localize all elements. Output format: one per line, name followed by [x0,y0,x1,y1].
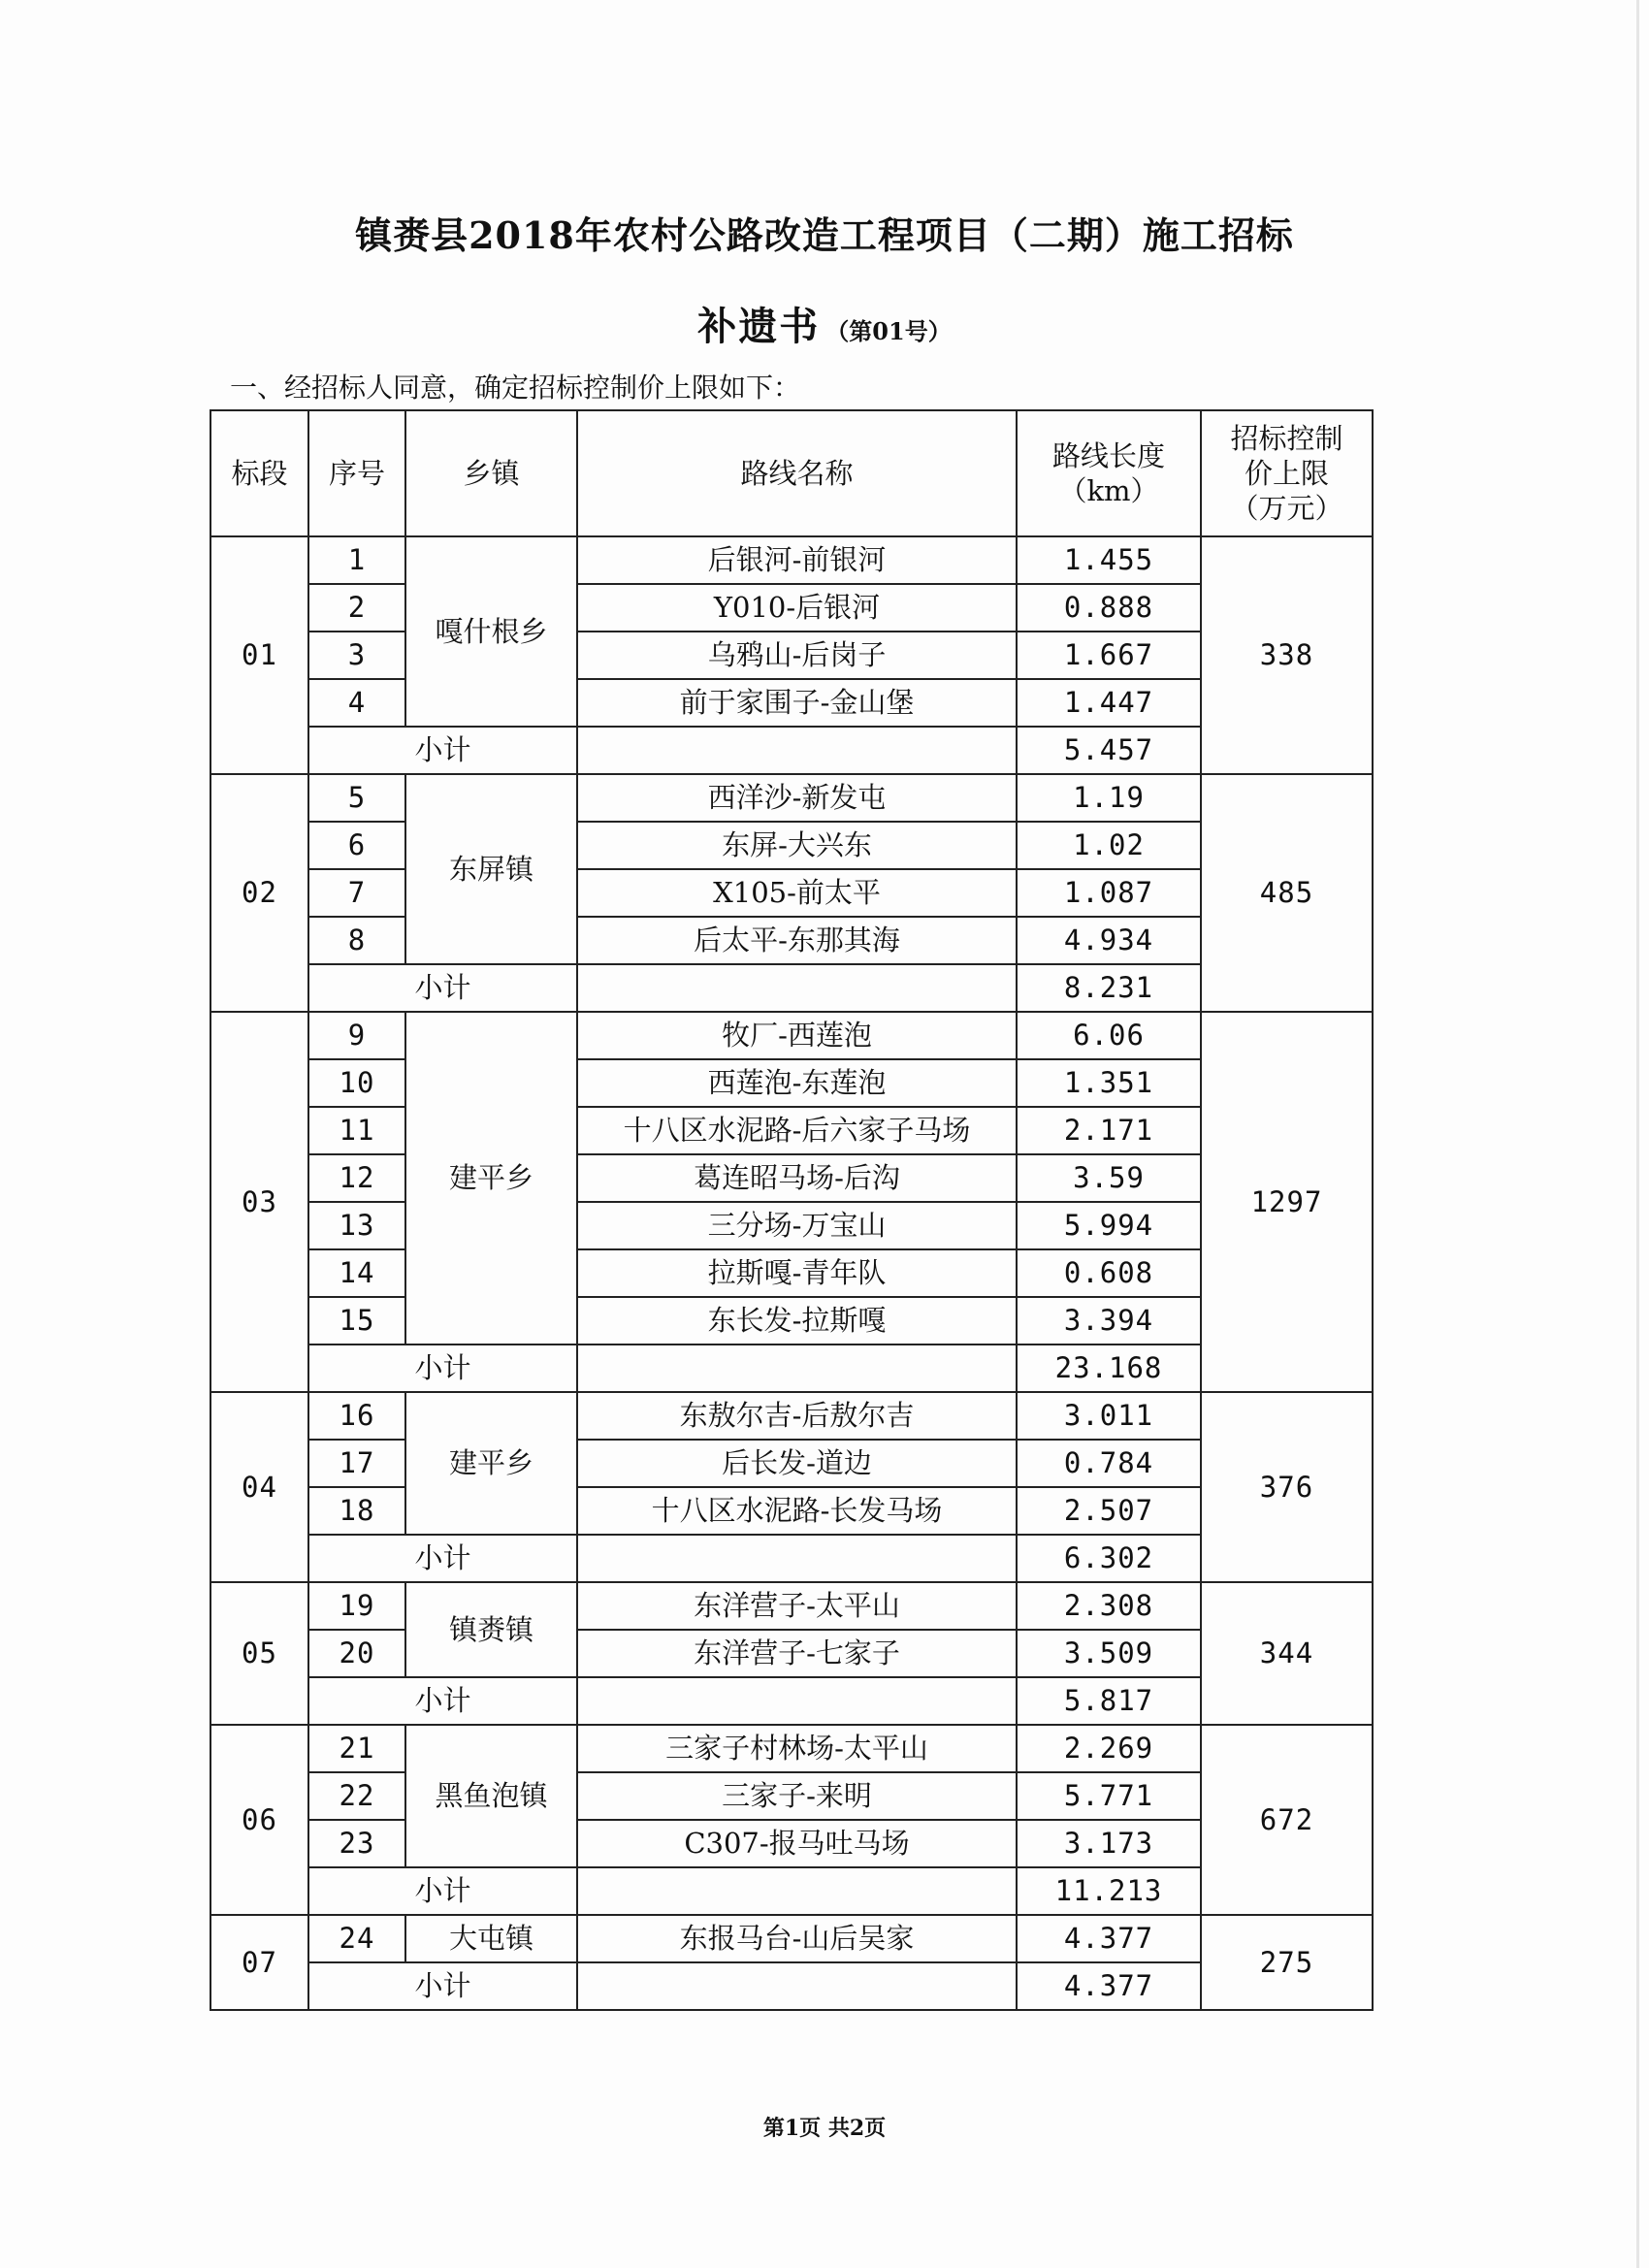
seq-cell: 19 [308,1582,405,1630]
table-row [210,1725,1373,1772]
route-cell: 东长发-拉斯嘎 [577,1297,1017,1345]
table-row [210,774,1373,822]
subtotal-length-cell: 5.457 [1017,727,1201,774]
subtotal-label-cell: 小计 [308,1535,577,1582]
seq-cell: 1 [308,536,405,584]
header-section: 标段 [210,410,308,536]
length-cell: 4.377 [1017,1915,1201,1962]
price-cell: 1297 [1201,1012,1373,1392]
table-row [210,1820,1373,1867]
length-cell: 3.011 [1017,1392,1201,1440]
subtotal-length-cell: 6.302 [1017,1535,1201,1582]
subtotal-length-cell: 4.377 [1017,1962,1201,2010]
length-cell: 5.771 [1017,1772,1201,1820]
price-cell: 672 [1201,1725,1373,1915]
seq-cell: 17 [308,1440,405,1487]
length-cell: 2.308 [1017,1582,1201,1630]
route-cell: 十八区水泥路-长发马场 [577,1487,1017,1535]
section-id-cell: 01 [210,536,308,774]
route-cell: 后银河-前银河 [577,536,1017,584]
town-cell: 黑鱼泡镇 [405,1725,577,1867]
table-row [210,1012,1373,1059]
header-price [1201,410,1373,536]
route-cell: 葛连昭马场-后沟 [577,1154,1017,1202]
length-cell: 2.171 [1017,1107,1201,1154]
table-row [210,1059,1373,1107]
route-cell: 三分场-万宝山 [577,1202,1017,1249]
table-row [210,584,1373,632]
town-cell: 大屯镇 [405,1915,577,1962]
length-cell: 1.351 [1017,1059,1201,1107]
length-cell: 3.173 [1017,1820,1201,1867]
town-cell: 建平乡 [405,1012,577,1345]
seq-cell: 8 [308,917,405,964]
section-id-cell: 04 [210,1392,308,1582]
table-row [210,536,1373,584]
subtotal-row [210,1677,1373,1725]
subtotal-label-cell: 小计 [308,727,577,774]
price-cell: 275 [1201,1915,1373,2010]
table-row [210,822,1373,869]
bid-price-table [210,409,1374,2011]
subtotal-length-cell: 5.817 [1017,1677,1201,1725]
seq-cell: 21 [308,1725,405,1772]
section-id-cell: 02 [210,774,308,1012]
seq-cell: 20 [308,1630,405,1677]
seq-cell: 12 [308,1154,405,1202]
table-row [210,1249,1373,1297]
route-cell: 东屏-大兴东 [577,822,1017,869]
subtitle-number: （第01号） [825,317,952,345]
subtitle-text: 补遗书 [697,304,821,349]
subtotal-row [210,1867,1373,1915]
length-cell: 1.087 [1017,869,1201,917]
route-cell: 三家子村林场-太平山 [577,1725,1017,1772]
table-body [210,536,1373,2010]
document-subtitle [0,296,1649,351]
header-route: 路线名称 [577,410,1017,536]
seq-cell: 3 [308,632,405,679]
seq-cell: 4 [308,679,405,727]
seq-cell: 24 [308,1915,405,1962]
route-cell: 东洋营子-太平山 [577,1582,1017,1630]
seq-cell: 16 [308,1392,405,1440]
route-cell: 乌鸦山-后岗子 [577,632,1017,679]
length-cell: 0.608 [1017,1249,1201,1297]
subtotal-empty-cell [577,1677,1017,1725]
length-cell: 1.667 [1017,632,1201,679]
town-cell: 镇赉镇 [405,1582,577,1677]
length-cell: 1.19 [1017,774,1201,822]
subtotal-row [210,1535,1373,1582]
length-cell: 4.934 [1017,917,1201,964]
seq-cell: 2 [308,584,405,632]
price-cell: 338 [1201,536,1373,774]
table-row [210,632,1373,679]
route-cell: C307-报马吐马场 [577,1820,1017,1867]
page-footer: 第1页 共2页 [762,2116,887,2141]
table-row [210,869,1373,917]
length-cell: 0.888 [1017,584,1201,632]
table-row [210,917,1373,964]
table-row [210,1107,1373,1154]
route-cell: 十八区水泥路-后六家子马场 [577,1107,1017,1154]
seq-cell: 13 [308,1202,405,1249]
subtotal-length-cell: 23.168 [1017,1345,1201,1392]
header-seq: 序号 [308,410,405,536]
seq-cell: 22 [308,1772,405,1820]
subtotal-empty-cell [577,964,1017,1012]
price-cell: 376 [1201,1392,1373,1582]
seq-cell: 9 [308,1012,405,1059]
length-cell: 1.447 [1017,679,1201,727]
seq-cell: 14 [308,1249,405,1297]
price-cell: 344 [1201,1582,1373,1725]
length-cell: 1.455 [1017,536,1201,584]
length-cell: 2.507 [1017,1487,1201,1535]
table-header-row [210,410,1373,536]
price-cell: 485 [1201,774,1373,1012]
town-cell: 东屏镇 [405,774,577,964]
route-cell: 牧厂-西莲泡 [577,1012,1017,1059]
subtotal-row [210,727,1373,774]
length-cell: 3.59 [1017,1154,1201,1202]
route-cell: 前于家围子-金山堡 [577,679,1017,727]
subtotal-empty-cell [577,1345,1017,1392]
table-row [210,1772,1373,1820]
section-id-cell: 05 [210,1582,308,1725]
subtotal-length-cell: 8.231 [1017,964,1201,1012]
length-cell: 3.394 [1017,1297,1201,1345]
route-cell: 后长发-道边 [577,1440,1017,1487]
header-length-text: 路线长度（km） [1051,438,1165,507]
subtotal-row [210,1962,1373,2010]
table-row [210,1154,1373,1202]
section-id-cell: 03 [210,1012,308,1392]
table-row [210,1440,1373,1487]
subtotal-label-cell: 小计 [308,1345,577,1392]
length-cell: 5.994 [1017,1202,1201,1249]
route-cell: 三家子-来明 [577,1772,1017,1820]
length-cell: 3.509 [1017,1630,1201,1677]
route-cell: 拉斯嘎-青年队 [577,1249,1017,1297]
table-row [210,1582,1373,1630]
town-cell: 建平乡 [405,1392,577,1535]
subtotal-empty-cell [577,1535,1017,1582]
length-cell: 0.784 [1017,1440,1201,1487]
header-town: 乡镇 [405,410,577,536]
seq-cell: 11 [308,1107,405,1154]
route-cell: 西莲泡-东莲泡 [577,1059,1017,1107]
town-cell: 嘎什根乡 [405,536,577,727]
length-cell: 6.06 [1017,1012,1201,1059]
length-cell: 2.269 [1017,1725,1201,1772]
seq-cell: 15 [308,1297,405,1345]
section-id-cell: 07 [210,1915,308,2010]
route-cell: 东洋营子-七家子 [577,1630,1017,1677]
seq-cell: 6 [308,822,405,869]
subtotal-length-cell: 11.213 [1017,1867,1201,1915]
seq-cell: 18 [308,1487,405,1535]
route-cell: 西洋沙-新发屯 [577,774,1017,822]
table-row [210,1202,1373,1249]
table-row [210,1630,1373,1677]
route-cell: X105-前太平 [577,869,1017,917]
route-cell: Y010-后银河 [577,584,1017,632]
table-row [210,1392,1373,1440]
route-cell: 东报马台-山后吴家 [577,1915,1017,1962]
intro-paragraph: 一、经招标人同意，确定招标控制价上限如下： [230,372,801,404]
subtotal-label-cell: 小计 [308,964,577,1012]
subtotal-empty-cell [577,1962,1017,2010]
seq-cell: 5 [308,774,405,822]
document-title: 镇赉县2018年农村公路改造工程项目（二期）施工招标 [355,213,1294,257]
subtotal-empty-cell [577,727,1017,774]
table-row [210,1915,1373,1962]
seq-cell: 7 [308,869,405,917]
route-cell: 东敖尔吉-后敖尔吉 [577,1392,1017,1440]
subtotal-label-cell: 小计 [308,1677,577,1725]
seq-cell: 23 [308,1820,405,1867]
table-row [210,679,1373,727]
length-cell: 1.02 [1017,822,1201,869]
subtotal-row [210,1345,1373,1392]
table-row [210,1487,1373,1535]
header-price-text: 招标控制价上限（万元） [1230,421,1343,526]
subtotal-row [210,964,1373,1012]
route-cell: 后太平-东那其海 [577,917,1017,964]
seq-cell: 10 [308,1059,405,1107]
subtotal-label-cell: 小计 [308,1867,577,1915]
subtotal-label-cell: 小计 [308,1962,577,2010]
section-id-cell: 06 [210,1725,308,1915]
subtotal-empty-cell [577,1867,1017,1915]
header-length [1017,410,1201,536]
table-row [210,1297,1373,1345]
